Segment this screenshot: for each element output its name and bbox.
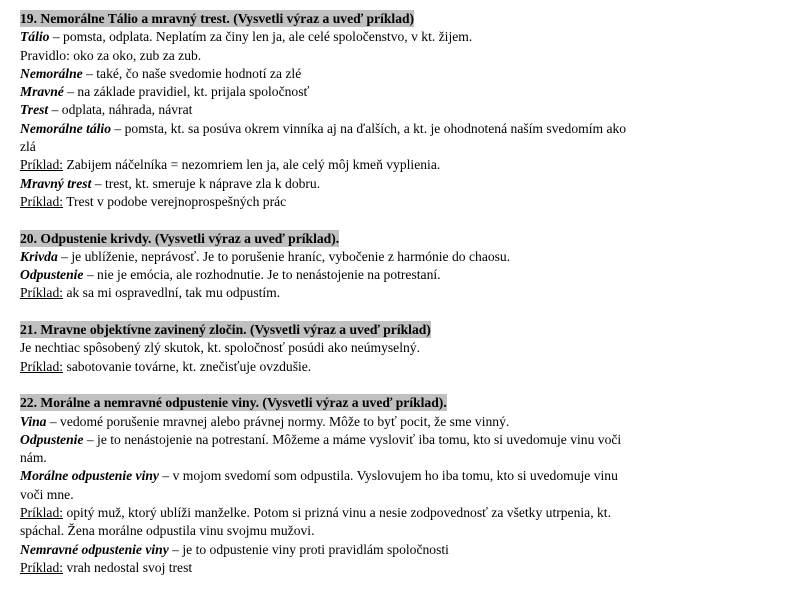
example-line: Príklad: Trest v podobe verejnoprospešných prác xyxy=(20,193,287,209)
spacer xyxy=(20,376,630,394)
example-line: Príklad: vrah nedostal svoj trest xyxy=(20,559,193,575)
definition-line: Nemorálne tálio – pomsta, kt. sa posúva okrem vinníka aj na ďalších, a kt. je ohodnotená naším svedomím ako zlá xyxy=(20,120,627,155)
definition-line: Trest – odplata, náhrada, návrat xyxy=(20,102,193,118)
definition-line: Morálne odpustenie viny – v mojom svedomí som odpustila. Vyslovujem ho iba tomu, kto si uvedomuje vinu voči mne. xyxy=(20,468,618,502)
section-heading: 19. Nemorálne Tálio a mravný trest. (Vysvetli výraz a uveď príklad) xyxy=(20,11,415,26)
document-page xyxy=(20,10,630,577)
definition-line: Nemorálne – také, čo naše svedomie hodnotí za zlé xyxy=(20,65,302,81)
definition-line: Mravné – na základe pravidiel, kt. prijala spoločnosť xyxy=(20,84,310,100)
spacer xyxy=(20,303,630,321)
definition-line: Mravný trest – trest, kt. smeruje k náprave zla k dobru. xyxy=(20,175,321,191)
spacer xyxy=(20,211,630,229)
definition-line: Tálio – pomsta, odplata. Neplatím za činy len ja, ale celé spoločenstvo, v kt. žijem. xyxy=(20,29,473,45)
definition-line: Vina – vedomé porušenie mravnej alebo právnej normy. Môže to byť pocit, že sme vinný. xyxy=(20,413,510,429)
example-line: Príklad: sabotovanie továrne, kt. znečisťuje ovzdušie. xyxy=(20,358,312,374)
section-heading: 20. Odpustenie krivdy. (Vysvetli výraz a uveď príklad). xyxy=(20,230,340,246)
definition-line: Odpustenie – je to nenástojenie na potrestaní. Môžeme a máme vysloviť iba tomu, kto si uvedomuje vinu voči nám. xyxy=(20,431,622,466)
section-heading: 21. Mravne objektívne zavinený zločin. (Vysvetli výraz a uveď príklad) xyxy=(20,322,431,338)
section-heading: 22. Morálne a nemravné odpustenie viny. (Vysvetli výraz a uveď príklad). xyxy=(20,395,447,411)
example-line: Príklad: Zabijem náčelníka = nezomriem len ja, ale celý môj kmeň vyplienia. xyxy=(20,157,441,173)
text-line: Je nechtiac spôsobený zlý skutok, kt. spoločnosť posúdi ako neúmyselný. xyxy=(20,340,420,356)
text-line: Pravidlo: oko za oko, zub za zub. xyxy=(20,47,202,63)
example-line: Príklad: ak sa mi ospravedlní, tak mu odpustím. xyxy=(20,285,281,301)
example-line: Príklad: opitý muž, ktorý ublíži manželke. Potom si prizná vinu a nesie zodpovednosť za všetky utrpenia, kt. spáchal. Žena morálne odpustila vinu svojmu mužovi. xyxy=(20,505,611,539)
definition-line: Nemravné odpustenie viny – je to odpustenie viny proti pravidlám spoločnosti xyxy=(20,541,449,557)
definition-line: Odpustenie – nie je emócia, ale rozhodnutie. Je to nenástojenie na potrestaní. xyxy=(20,267,441,283)
definition-line: Krivda – je ublíženie, neprávosť. Je to porušenie hraníc, vybočenie z harmónie do chaosu. xyxy=(20,248,511,264)
